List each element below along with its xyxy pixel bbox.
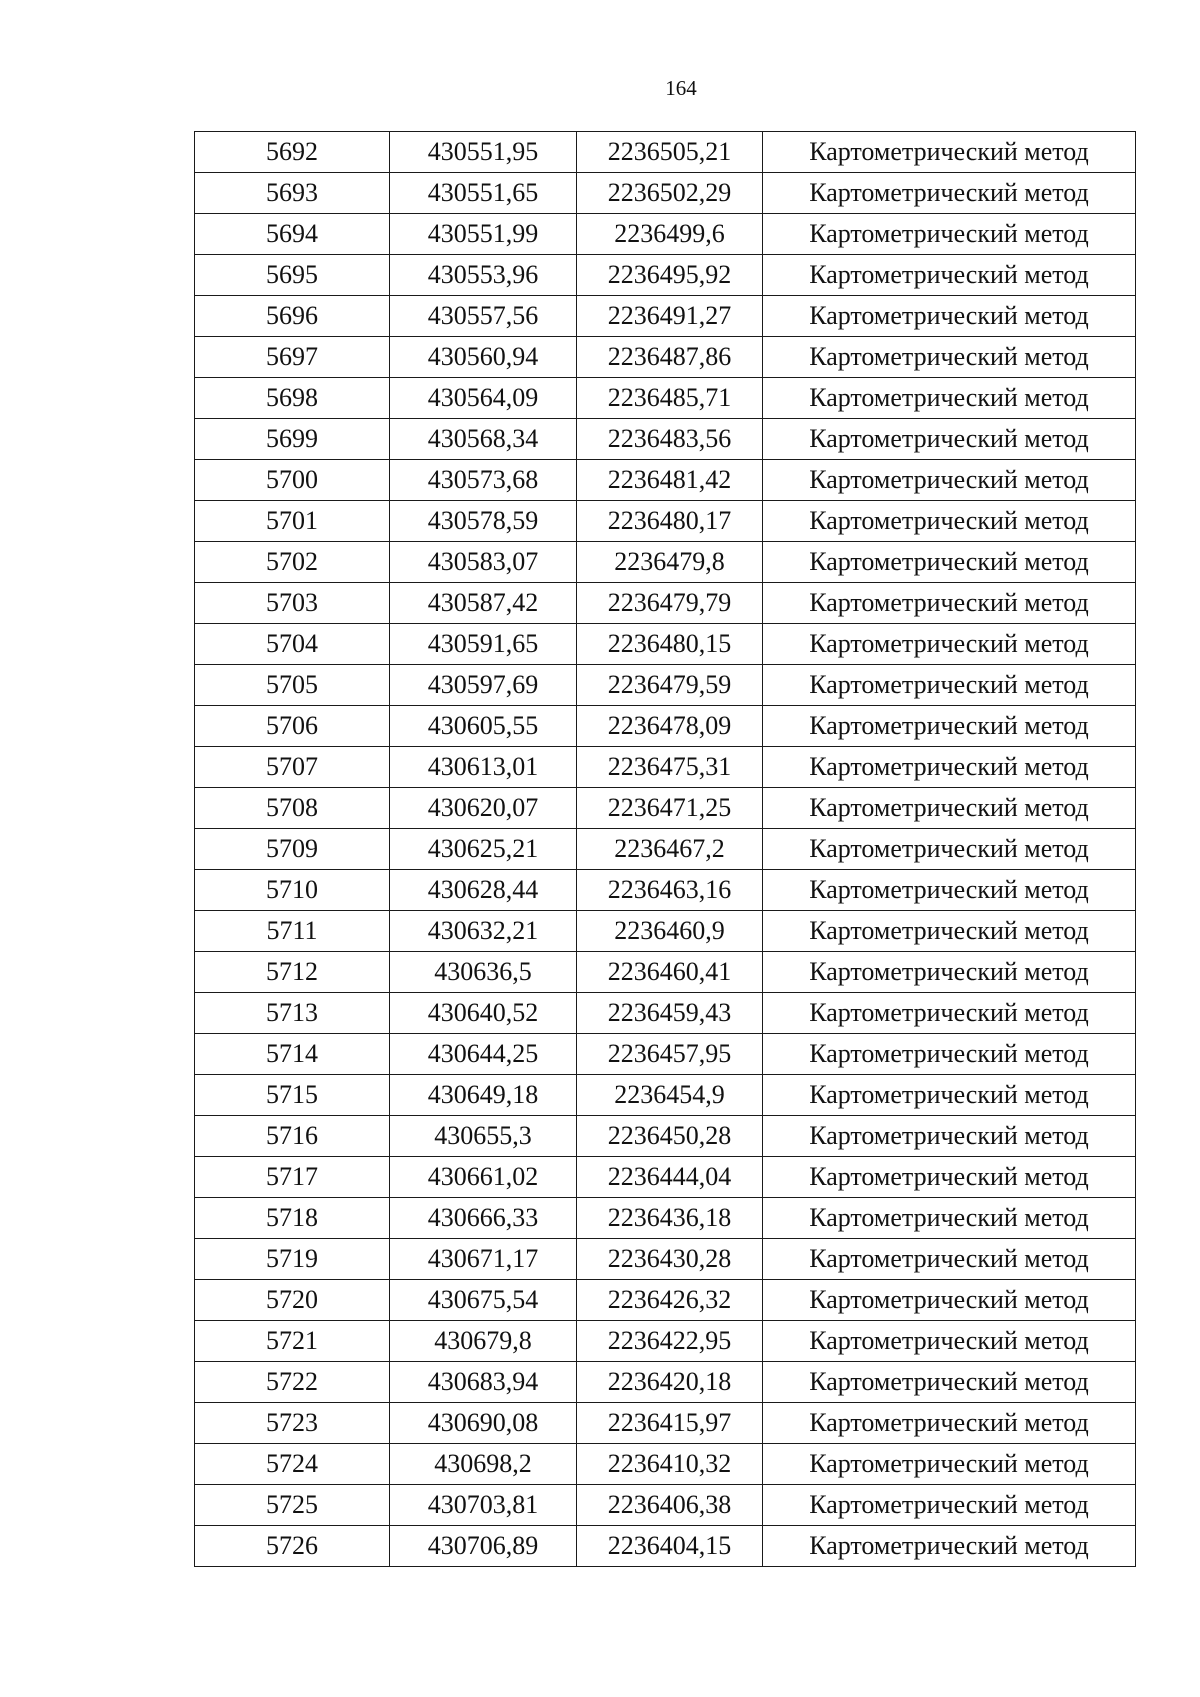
method-cell: Картометрический метод: [763, 1321, 1136, 1362]
point-number-cell: 5716: [195, 1116, 390, 1157]
point-number-cell: 5706: [195, 706, 390, 747]
y-coordinate-cell: 2236499,6: [577, 214, 763, 255]
point-number-cell: 5722: [195, 1362, 390, 1403]
table-row: [195, 1239, 1136, 1280]
table-body: [195, 132, 1136, 1567]
point-number-cell: 5719: [195, 1239, 390, 1280]
method-cell: Картометрический метод: [763, 214, 1136, 255]
x-coordinate-cell: 430591,65: [390, 624, 577, 665]
x-coordinate-cell: 430597,69: [390, 665, 577, 706]
y-coordinate-cell: 2236502,29: [577, 173, 763, 214]
y-coordinate-cell: 2236410,32: [577, 1444, 763, 1485]
y-coordinate-cell: 2236485,71: [577, 378, 763, 419]
method-cell: Картометрический метод: [763, 952, 1136, 993]
point-number-cell: 5714: [195, 1034, 390, 1075]
method-cell: Картометрический метод: [763, 296, 1136, 337]
y-coordinate-cell: 2236415,97: [577, 1403, 763, 1444]
point-number-cell: 5695: [195, 255, 390, 296]
x-coordinate-cell: 430706,89: [390, 1526, 577, 1567]
y-coordinate-cell: 2236404,15: [577, 1526, 763, 1567]
x-coordinate-cell: 430551,65: [390, 173, 577, 214]
y-coordinate-cell: 2236478,09: [577, 706, 763, 747]
method-cell: Картометрический метод: [763, 1075, 1136, 1116]
table-row: [195, 419, 1136, 460]
y-coordinate-cell: 2236480,17: [577, 501, 763, 542]
method-cell: Картометрический метод: [763, 747, 1136, 788]
point-number-cell: 5698: [195, 378, 390, 419]
point-number-cell: 5721: [195, 1321, 390, 1362]
point-number-cell: 5700: [195, 460, 390, 501]
table-row: [195, 132, 1136, 173]
y-coordinate-cell: 2236444,04: [577, 1157, 763, 1198]
method-cell: Картометрический метод: [763, 1526, 1136, 1567]
table-row: [195, 993, 1136, 1034]
method-cell: Картометрический метод: [763, 911, 1136, 952]
table-row: [195, 1485, 1136, 1526]
x-coordinate-cell: 430640,52: [390, 993, 577, 1034]
y-coordinate-cell: 2236426,32: [577, 1280, 763, 1321]
method-cell: Картометрический метод: [763, 829, 1136, 870]
x-coordinate-cell: 430679,8: [390, 1321, 577, 1362]
point-number-cell: 5696: [195, 296, 390, 337]
x-coordinate-cell: 430675,54: [390, 1280, 577, 1321]
table-row: [195, 173, 1136, 214]
table-row: [195, 255, 1136, 296]
method-cell: Картометрический метод: [763, 624, 1136, 665]
table-row: [195, 1198, 1136, 1239]
x-coordinate-cell: 430644,25: [390, 1034, 577, 1075]
table-row: [195, 378, 1136, 419]
point-number-cell: 5694: [195, 214, 390, 255]
point-number-cell: 5724: [195, 1444, 390, 1485]
y-coordinate-cell: 2236479,8: [577, 542, 763, 583]
point-number-cell: 5709: [195, 829, 390, 870]
y-coordinate-cell: 2236475,31: [577, 747, 763, 788]
method-cell: Картометрический метод: [763, 542, 1136, 583]
method-cell: Картометрический метод: [763, 1362, 1136, 1403]
y-coordinate-cell: 2236479,59: [577, 665, 763, 706]
method-cell: Картометрический метод: [763, 665, 1136, 706]
x-coordinate-cell: 430551,99: [390, 214, 577, 255]
x-coordinate-cell: 430698,2: [390, 1444, 577, 1485]
point-number-cell: 5726: [195, 1526, 390, 1567]
x-coordinate-cell: 430666,33: [390, 1198, 577, 1239]
x-coordinate-cell: 430564,09: [390, 378, 577, 419]
y-coordinate-cell: 2236495,92: [577, 255, 763, 296]
y-coordinate-cell: 2236487,86: [577, 337, 763, 378]
y-coordinate-cell: 2236450,28: [577, 1116, 763, 1157]
table-row: [195, 1321, 1136, 1362]
y-coordinate-cell: 2236460,9: [577, 911, 763, 952]
y-coordinate-cell: 2236422,95: [577, 1321, 763, 1362]
point-number-cell: 5702: [195, 542, 390, 583]
method-cell: Картометрический метод: [763, 173, 1136, 214]
table-row: [195, 542, 1136, 583]
table-row: [195, 624, 1136, 665]
x-coordinate-cell: 430628,44: [390, 870, 577, 911]
table-row: [195, 501, 1136, 542]
y-coordinate-cell: 2236463,16: [577, 870, 763, 911]
x-coordinate-cell: 430568,34: [390, 419, 577, 460]
method-cell: Картометрический метод: [763, 419, 1136, 460]
x-coordinate-cell: 430573,68: [390, 460, 577, 501]
point-number-cell: 5701: [195, 501, 390, 542]
method-cell: Картометрический метод: [763, 1198, 1136, 1239]
table-row: [195, 706, 1136, 747]
point-number-cell: 5715: [195, 1075, 390, 1116]
point-number-cell: 5699: [195, 419, 390, 460]
table-row: [195, 870, 1136, 911]
y-coordinate-cell: 2236454,9: [577, 1075, 763, 1116]
y-coordinate-cell: 2236480,15: [577, 624, 763, 665]
method-cell: Картометрический метод: [763, 1403, 1136, 1444]
table-row: [195, 1526, 1136, 1567]
x-coordinate-cell: 430553,96: [390, 255, 577, 296]
point-number-cell: 5725: [195, 1485, 390, 1526]
table-row: [195, 583, 1136, 624]
table-row: [195, 1075, 1136, 1116]
coordinates-table: [194, 131, 1136, 1567]
x-coordinate-cell: 430557,56: [390, 296, 577, 337]
point-number-cell: 5710: [195, 870, 390, 911]
table-row: [195, 665, 1136, 706]
point-number-cell: 5711: [195, 911, 390, 952]
method-cell: Картометрический метод: [763, 1116, 1136, 1157]
method-cell: Картометрический метод: [763, 583, 1136, 624]
page-number: 164: [665, 76, 697, 100]
x-coordinate-cell: 430671,17: [390, 1239, 577, 1280]
method-cell: Картометрический метод: [763, 1444, 1136, 1485]
point-number-cell: 5692: [195, 132, 390, 173]
x-coordinate-cell: 430551,95: [390, 132, 577, 173]
point-number-cell: 5717: [195, 1157, 390, 1198]
table-row: [195, 296, 1136, 337]
y-coordinate-cell: 2236505,21: [577, 132, 763, 173]
method-cell: Картометрический метод: [763, 870, 1136, 911]
x-coordinate-cell: 430578,59: [390, 501, 577, 542]
table-row: [195, 337, 1136, 378]
y-coordinate-cell: 2236467,2: [577, 829, 763, 870]
point-number-cell: 5705: [195, 665, 390, 706]
x-coordinate-cell: 430625,21: [390, 829, 577, 870]
point-number-cell: 5697: [195, 337, 390, 378]
y-coordinate-cell: 2236430,28: [577, 1239, 763, 1280]
table-row: [195, 1157, 1136, 1198]
point-number-cell: 5723: [195, 1403, 390, 1444]
method-cell: Картометрический метод: [763, 993, 1136, 1034]
method-cell: Картометрический метод: [763, 1239, 1136, 1280]
point-number-cell: 5712: [195, 952, 390, 993]
y-coordinate-cell: 2236481,42: [577, 460, 763, 501]
method-cell: Картометрический метод: [763, 1157, 1136, 1198]
x-coordinate-cell: 430613,01: [390, 747, 577, 788]
x-coordinate-cell: 430655,3: [390, 1116, 577, 1157]
x-coordinate-cell: 430690,08: [390, 1403, 577, 1444]
table-row: [195, 911, 1136, 952]
y-coordinate-cell: 2236459,43: [577, 993, 763, 1034]
y-coordinate-cell: 2236491,27: [577, 296, 763, 337]
method-cell: Картометрический метод: [763, 501, 1136, 542]
y-coordinate-cell: 2236436,18: [577, 1198, 763, 1239]
table-row: [195, 1034, 1136, 1075]
method-cell: Картометрический метод: [763, 460, 1136, 501]
method-cell: Картометрический метод: [763, 337, 1136, 378]
method-cell: Картометрический метод: [763, 132, 1136, 173]
x-coordinate-cell: 430661,02: [390, 1157, 577, 1198]
table-row: [195, 460, 1136, 501]
x-coordinate-cell: 430620,07: [390, 788, 577, 829]
point-number-cell: 5713: [195, 993, 390, 1034]
point-number-cell: 5720: [195, 1280, 390, 1321]
table-row: [195, 747, 1136, 788]
point-number-cell: 5704: [195, 624, 390, 665]
x-coordinate-cell: 430587,42: [390, 583, 577, 624]
x-coordinate-cell: 430683,94: [390, 1362, 577, 1403]
method-cell: Картометрический метод: [763, 788, 1136, 829]
y-coordinate-cell: 2236406,38: [577, 1485, 763, 1526]
table-row: [195, 1362, 1136, 1403]
y-coordinate-cell: 2236479,79: [577, 583, 763, 624]
x-coordinate-cell: 430636,5: [390, 952, 577, 993]
x-coordinate-cell: 430583,07: [390, 542, 577, 583]
table-row: [195, 1444, 1136, 1485]
y-coordinate-cell: 2236420,18: [577, 1362, 763, 1403]
point-number-cell: 5708: [195, 788, 390, 829]
point-number-cell: 5707: [195, 747, 390, 788]
x-coordinate-cell: 430649,18: [390, 1075, 577, 1116]
y-coordinate-cell: 2236471,25: [577, 788, 763, 829]
x-coordinate-cell: 430703,81: [390, 1485, 577, 1526]
y-coordinate-cell: 2236460,41: [577, 952, 763, 993]
x-coordinate-cell: 430605,55: [390, 706, 577, 747]
x-coordinate-cell: 430560,94: [390, 337, 577, 378]
method-cell: Картометрический метод: [763, 1485, 1136, 1526]
method-cell: Картометрический метод: [763, 1280, 1136, 1321]
table-row: [195, 1116, 1136, 1157]
x-coordinate-cell: 430632,21: [390, 911, 577, 952]
table-row: [195, 1403, 1136, 1444]
y-coordinate-cell: 2236483,56: [577, 419, 763, 460]
method-cell: Картометрический метод: [763, 706, 1136, 747]
method-cell: Картометрический метод: [763, 378, 1136, 419]
y-coordinate-cell: 2236457,95: [577, 1034, 763, 1075]
method-cell: Картометрический метод: [763, 1034, 1136, 1075]
method-cell: Картометрический метод: [763, 255, 1136, 296]
point-number-cell: 5693: [195, 173, 390, 214]
point-number-cell: 5703: [195, 583, 390, 624]
table-row: [195, 214, 1136, 255]
table-row: [195, 788, 1136, 829]
point-number-cell: 5718: [195, 1198, 390, 1239]
table-row: [195, 829, 1136, 870]
table-row: [195, 952, 1136, 993]
table-row: [195, 1280, 1136, 1321]
